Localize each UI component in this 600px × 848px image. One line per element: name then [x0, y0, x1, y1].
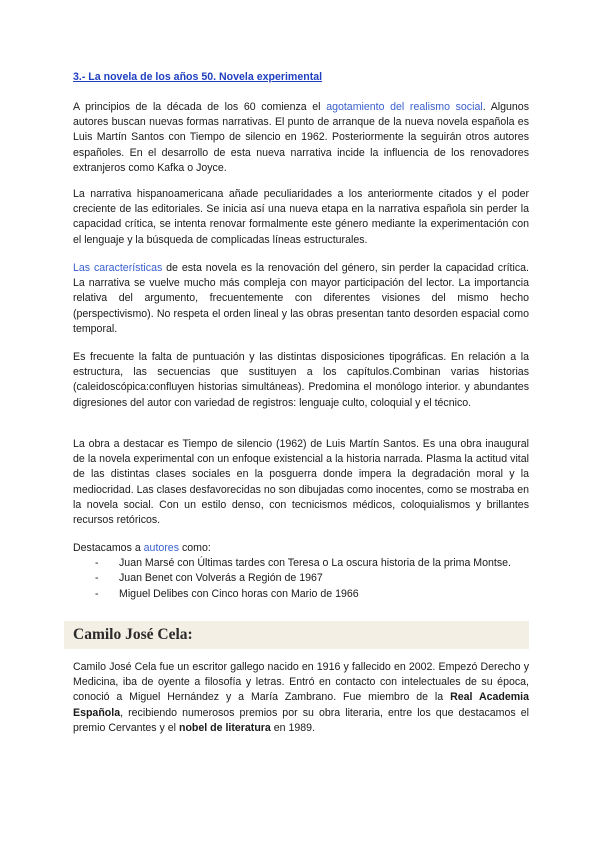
paragraph-caracteristicas-rest: de esta novela es la renovación del género, sin perder la capacidad crítica. La narrativa se vuelve mucho más compleja con mayor participación del lector. La importancia relativa del argumento, frecuentemente con diferentes visiones del mismo hecho (perspectivismo). No respeta el orden lineal y las obras presentan tanto desorden espacial como temporal. — [73, 262, 529, 335]
list-item: - Juan Benet con Volverás a Región de 1967 — [73, 571, 529, 586]
cela-bold-academia: Real Academia Española — [73, 691, 530, 719]
link-agotamiento-realismo[interactable]: agotamiento del realismo social — [326, 101, 483, 113]
cela-text-c: , recibiendo numerosos premios por su obra literaria, entre los que destacamos el premio Cervantes y el — [73, 706, 529, 734]
link-caracteristicas[interactable]: Las características — [73, 262, 163, 274]
list-item: - Miguel Delibes con Cinco horas con Mario de 1966 — [73, 587, 529, 602]
paragraph-tiempo-de-silencio — [73, 437, 529, 528]
section-heading[interactable]: 3.- La novela de los años 50. Novela experimental — [73, 71, 323, 83]
paragraph-hispanoamericana — [73, 187, 529, 248]
paragraph-hispanoamericana-text: La narrativa hispanoamericana añade peculiaridades a los anteriormente citados y el poder creciente de las editoriales. Se inicia así una nueva etapa en la narrativa española sin perder la capacidad crítica, se intenta renovar formalmente este género mediante la experimentación con el lenguaje y la búsqueda de complicadas líneas estructurales. — [73, 188, 529, 246]
paragraph-intro-lead: A principios de la década de los 60 comienza el — [73, 101, 327, 113]
paragraph-tiempo-text: La obra a destacar es Tiempo de silencio (1962) de Luis Martín Santos. Es una obra inaugural de la novela experimental con un enfoque existencial a la historia narrada. Plasma la actitud vital de las distintas clases sociales en la posguerra donde impera la degradación moral y la mediocridad. Las clases desfavorecidas no son dibujadas como inocentes, como se mostraba en la novela social. Con un estilo denso, con tecnicismos médicos, coloquialismos y brillantes recursos retóricos. — [73, 438, 529, 527]
cela-heading: Camilo José Cela: — [73, 626, 193, 643]
paragraph-autores-lead: Destacamos a — [73, 542, 144, 554]
paragraph-estructura-text: Es frecuente la falta de puntuación y las distintas disposiciones tipográficas. En relación a la estructura, las secuencias que sustituyen a los capítulos.Combinan varias historias (caleidoscópica:confluyen historias simultáneas). Predomina el monólogo interior. y abundantes digresiones del autor con variedad de registros: lenguaje culto, coloquial y el técnico. — [73, 351, 529, 409]
link-autores[interactable]: autores — [143, 542, 179, 554]
cela-bold-nobel: nobel de literatura — [178, 721, 271, 734]
cela-text-e: en 1989. — [270, 721, 316, 734]
paragraph-estructura — [73, 350, 529, 411]
paragraph-intro-rest: . Algunos autores buscan nuevas formas narrativas. El punto de arranque de la nueva novela española es Luis Martín Santos con Tiempo de silencio en 1962. Posteriormente la seguirán otros autores españoles. En el desarrollo de esta nueva narrativa incide la influencia de los renovadores extranjeros como Kafka o Joyce. — [73, 101, 529, 174]
paragraph-caracteristicas — [73, 261, 529, 337]
paragraph-autores — [73, 541, 529, 602]
paragraph-cela — [73, 660, 529, 736]
authors-list — [73, 556, 529, 602]
paragraph-intro — [73, 100, 529, 176]
cela-text-a: Camilo José Cela fue un escritor gallego nacido en 1916 y fallecido en 2002. Empezó Derecho y Medicina, iba de oyente a filosofía y letras. Entró en contacto con intelectuales de su época, conoció a Miguel Hernández y a María Zambrano. Fue miembro de la — [73, 661, 529, 704]
paragraph-autores-rest: como: — [179, 542, 211, 554]
list-item: - Juan Marsé con Últimas tardes con Teresa o La oscura historia de la prima Montse. — [73, 556, 529, 571]
